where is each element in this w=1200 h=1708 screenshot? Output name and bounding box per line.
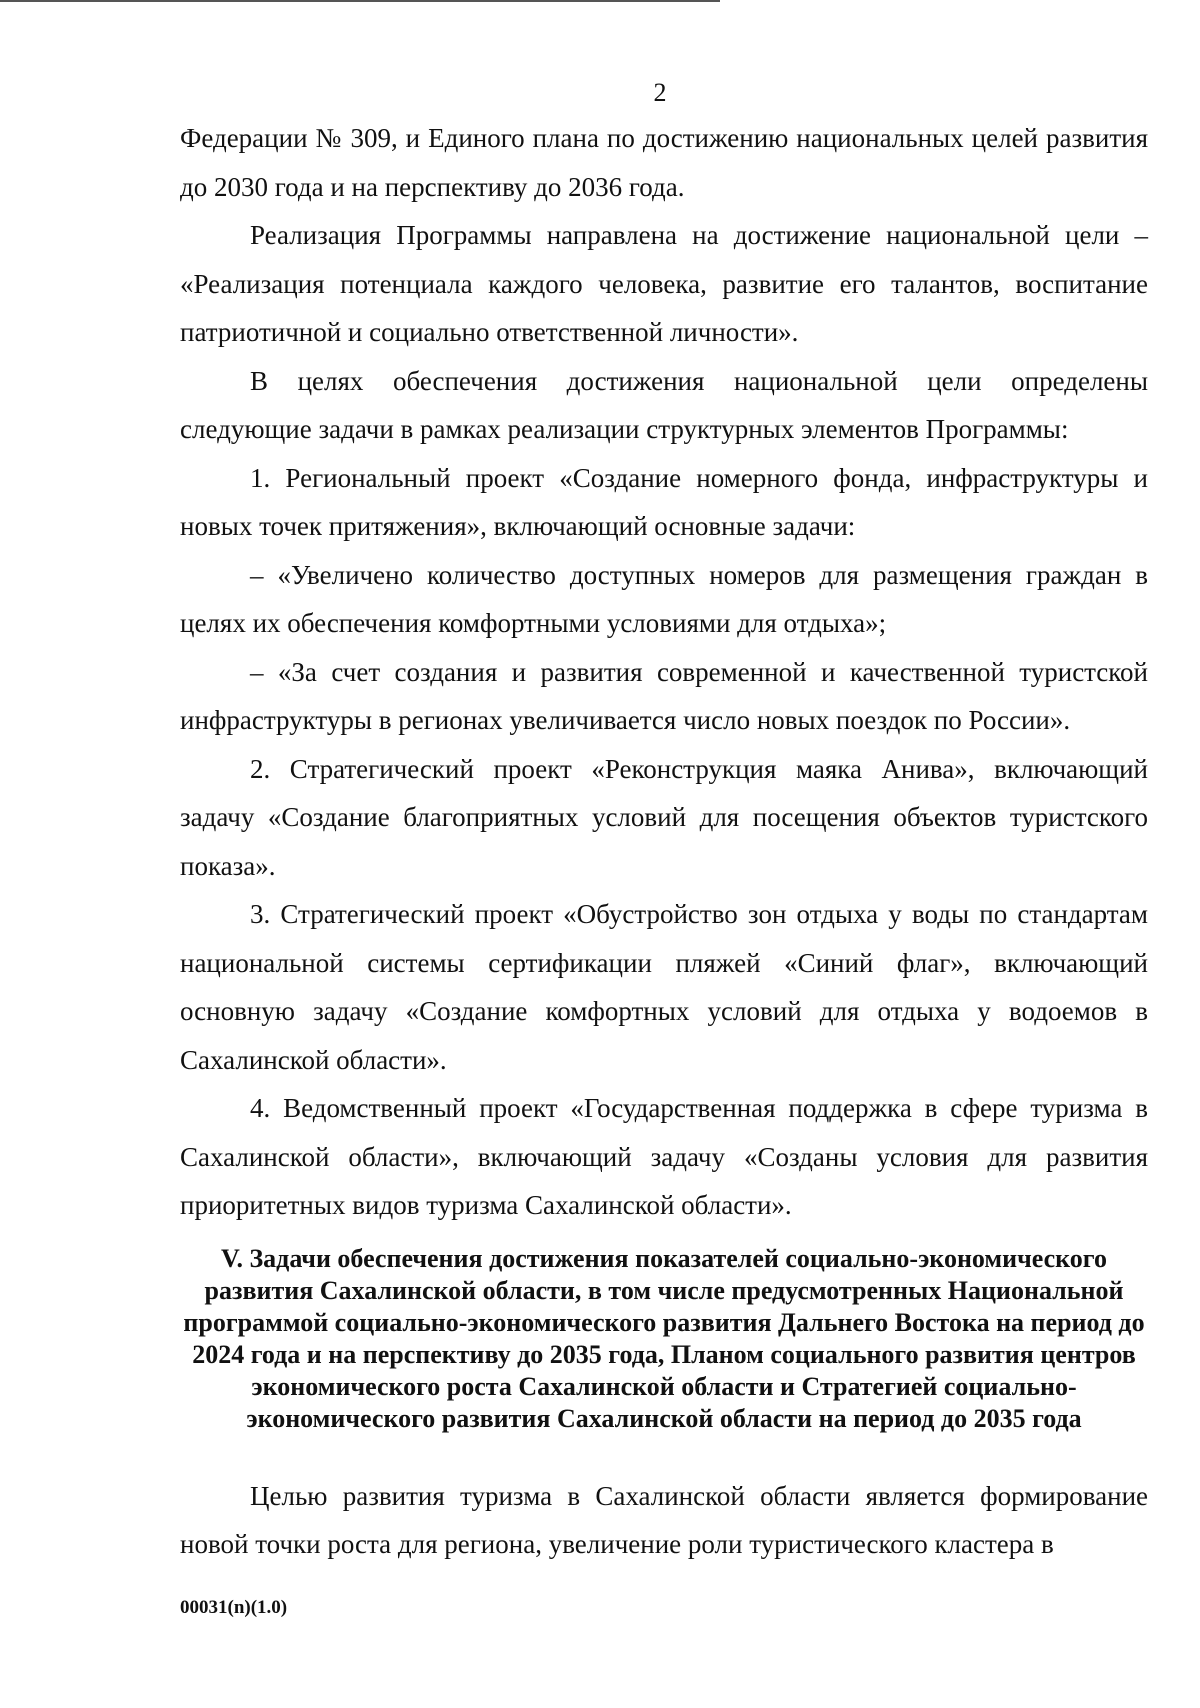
paragraph: Реализация Программы направлена на достижение национальной цели – «Реализация потенциала каждого человека, развитие его талантов, воспитание патриотичной и социально ответственной личности». xyxy=(180,220,1148,347)
paragraph: Федерации № 309, и Единого плана по достижению национальных целей развития до 2030 года и на перспективу до 2036 года. xyxy=(180,123,1148,202)
paragraph: В целях обеспечения достижения национальной цели определены следующие задачи в рамках реализации структурных элементов Программы: xyxy=(180,365,1148,444)
list-item: 4. Ведомственный проект «Государственная поддержка в сфере туризма в Сахалинской области», включающий задачу «Созданы условия для развития приоритетных видов туризма Сахалинской области». xyxy=(180,1093,1148,1220)
page-number: 2 xyxy=(653,78,667,107)
section-heading: V. Задачи обеспечения достижения показателей социально-экономического развития Сахалинской области, в том числе предусмотренных Национальной программой социально-экономического развития Дальнего Востока на период до 2024 года и на перспективу до 2035 года, Планом социального развития центров экономического роста Сахалинской области и Стратегией социально-экономического развития Сахалинской области на период до 2035 года xyxy=(183,1243,1145,1433)
list-item: 3. Стратегический проект «Обустройство зон отдыха у воды по стандартам национальной системы сертификации пляжей «Синий флаг», включающий основную задачу «Создание комфортных условий для отдыха у водоемов в Сахалинской области». xyxy=(180,899,1148,1075)
document-code: 00031(n)(1.0) xyxy=(180,1597,288,1618)
top-rule xyxy=(0,0,720,2)
list-item: – «Увеличено количество доступных номеров для размещения граждан в целях их обеспечения комфортными условиями для отдыха»; xyxy=(180,559,1148,638)
list-item: 2. Стратегический проект «Реконструкция маяка Анива», включающий задачу «Создание благоприятных условий для посещения объектов туристского показа». xyxy=(180,753,1148,881)
list-item: 1. Региональный проект «Создание номерного фонда, инфраструктуры и новых точек притяжения», включающий основные задачи: xyxy=(180,462,1148,541)
list-item: – «За счет создания и развития современной и качественной туристской инфраструктуры в регионах увеличивается число новых поездок по России». xyxy=(180,656,1148,735)
document-body xyxy=(180,114,1148,1569)
paragraph: Целью развития туризма в Сахалинской области является формирование новой точки роста для региона, увеличение роли туристического кластера в xyxy=(180,1480,1148,1559)
